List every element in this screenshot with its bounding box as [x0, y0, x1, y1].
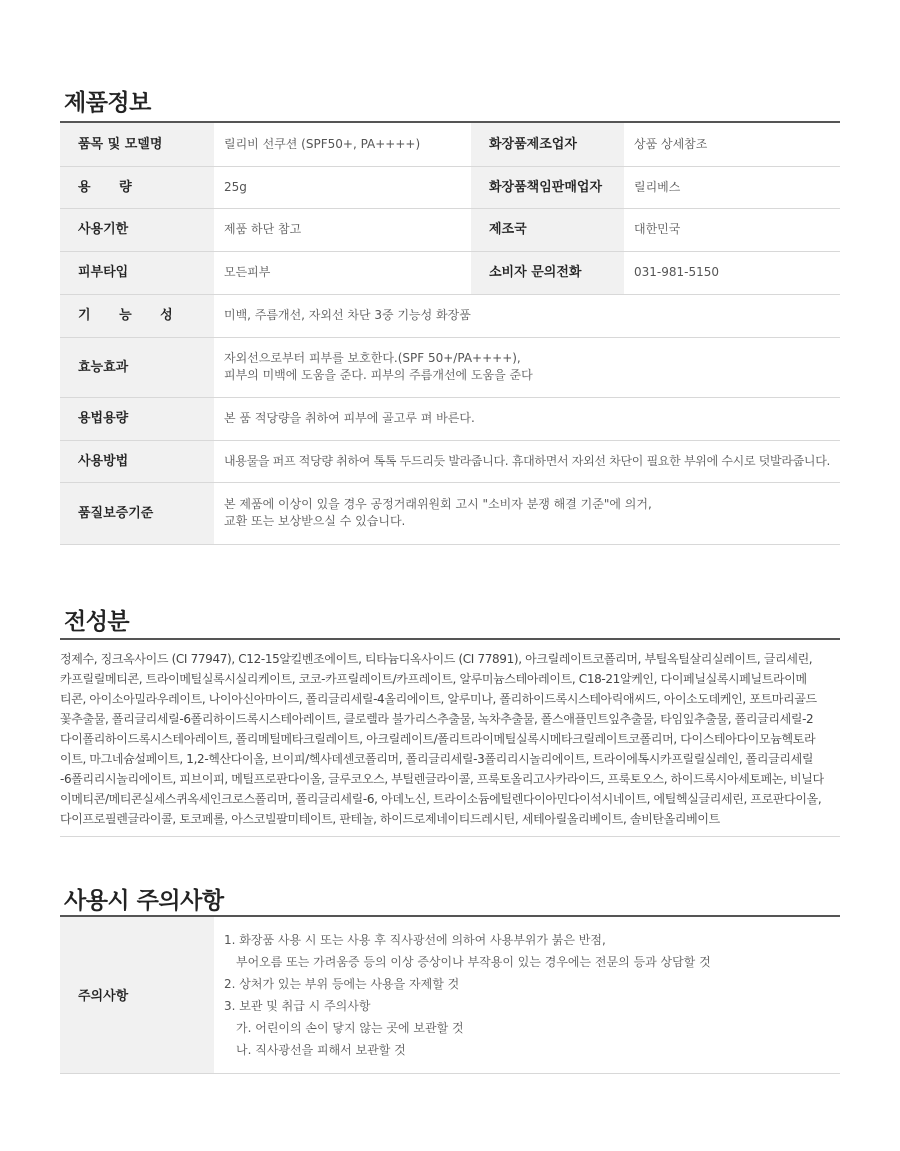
table-row [60, 208, 840, 251]
caution-line: 2. 상처가 있는 부위 등에는 사용을 자제할 것 [224, 976, 460, 991]
row-value: 모든피부 [214, 251, 471, 294]
ingredients-line: 정제수, 징크옥사이드 (CI 77947), C12-15알킬벤조에이트, 티타늄디옥사이드 (CI 77891), 아크릴레이트코폴리머, 부틸옥틸살리실레이트, 글리세린, [60, 652, 813, 666]
table-row [60, 337, 840, 397]
row-value: 내용물을 퍼프 적당량 취하여 톡톡 두드리듯 발라줍니다. 휴대하면서 자외선 차단이 필요한 부위에 수시로 덧발라줍니다. [214, 440, 840, 482]
caution-label: 주의사항 [60, 917, 214, 1073]
caution-title: 사용시 주의사항 [64, 888, 224, 914]
caution-line: 부어오름 또는 가려움증 등의 이상 증상이나 부작용이 있는 경우에는 전문의 등과 상담할 것 [236, 954, 711, 969]
ingredients-line: 꽃추출물, 폴리글리세릴-6폴리하이드록시스테아레이트, 클로렐라 불가리스추출물, 녹차추출물, 폴스애플민트잎추출물, 타임잎추출물, 폴리글리세릴-2 [60, 712, 814, 726]
row-label: 소비자 문의전화 [471, 251, 624, 294]
row-label: 화장품책임판매업자 [471, 166, 624, 208]
ingredients-line: -6폴리리시놀리에이트, 피브이피, 메틸프로판다이올, 글루코오스, 부틸렌글라이콜, 프룩토올리고사카라이드, 프룩토오스, 하이드록시아세토페논, 비닐다 [60, 772, 824, 786]
row-value: 릴리비 선쿠션 (SPF50+, PA++++) [214, 123, 471, 166]
caution-table [60, 917, 840, 1074]
ingredients-line: 다이프로필렌글라이콜, 토코페롤, 아스코빌팔미테이트, 판테놀, 하이드로제네이티드레시틴, 세테아릴올리베이트, 솔비탄올리베이트 [60, 812, 720, 826]
row-value: 25g [214, 166, 471, 208]
row-label-text: 기 능 성 [78, 308, 185, 323]
row-label: 용법용량 [60, 397, 214, 440]
caution-line: 나. 직사광선을 피해서 보관할 것 [236, 1042, 406, 1057]
row-label: 품목 및 모델명 [60, 123, 214, 166]
row-label: 제조국 [471, 208, 624, 251]
ingredients-divider [60, 836, 840, 837]
row-value: 릴리베스 [624, 166, 840, 208]
table-row [60, 440, 840, 482]
row-value: 제품 하단 참고 [214, 208, 471, 251]
row-label [60, 294, 214, 337]
product-info-title: 제품정보 [64, 90, 151, 116]
row-value [214, 482, 840, 544]
caution-line: 가. 어린이의 손이 닿지 않는 곳에 보관할 것 [236, 1020, 464, 1035]
table-row [60, 123, 840, 166]
table-row [60, 251, 840, 294]
ingredients-text [60, 649, 840, 829]
ingredients-line: 다이폴리하이드록시스테아레이트, 폴리메틸메타크릴레이트, 아크릴레이트/폴리트라이메틸실록시메타크릴레이트코폴리머, 다이스테아다이모늄헥토라 [60, 732, 816, 746]
row-label: 화장품제조업자 [471, 123, 624, 166]
caution-content [214, 917, 840, 1073]
row-label: 품질보증기준 [60, 482, 214, 544]
ingredients-line: 카프릴릴메티콘, 트라이메틸실록시실리케이트, 코코-카프릴레이트/카프레이트, 알루미늄스테아레이트, C18-21알케인, 다이페닐실록시페닐트라이메 [60, 672, 807, 686]
value-line: 본 제품에 이상이 있을 경우 공정거래위원회 고시 "소비자 분쟁 해결 기준"에 의거, [224, 497, 652, 511]
ingredients-line: 이메티콘/메티콘실세스퀴옥세인크로스폴리머, 폴리글리세릴-6, 아데노신, 트라이소듐에틸렌다이아민다이석시네이트, 에틸헥실글리세린, 프로판다이올, [60, 792, 822, 806]
row-value: 031-981-5150 [624, 251, 840, 294]
ingredients-line: 이트, 마그네슘설페이트, 1,2-헥산다이올, 브이피/헥사데센코폴리머, 폴리글리세릴-3폴리리시놀리에이트, 트라이에톡시카프릴릴실레인, 폴리글리세릴 [60, 752, 814, 766]
table-row [60, 482, 840, 544]
table-row [60, 397, 840, 440]
row-value: 대한민국 [624, 208, 840, 251]
value-line: 교환 또는 보상받으실 수 있습니다. [224, 514, 406, 528]
row-label [60, 166, 214, 208]
table-row [60, 166, 840, 208]
row-label: 피부타입 [60, 251, 214, 294]
ingredients-title: 전성분 [64, 609, 130, 635]
row-value: 본 품 적당량을 취하여 피부에 골고루 펴 바른다. [214, 397, 840, 440]
product-info-table [60, 123, 840, 545]
row-value: 미백, 주름개선, 자외선 차단 3중 기능성 화장품 [214, 294, 840, 337]
row-label-text: 용 량 [78, 179, 144, 195]
row-label: 사용방법 [60, 440, 214, 482]
table-row [60, 917, 840, 1073]
row-value [214, 337, 840, 397]
row-label: 효능효과 [60, 337, 214, 397]
ingredients-rule [60, 638, 840, 640]
row-label: 사용기한 [60, 208, 214, 251]
value-line: 피부의 미백에 도움을 준다. 피부의 주름개선에 도움을 준다 [224, 368, 533, 382]
value-line: 자외선으로부터 피부를 보호한다.(SPF 50+/PA++++), [224, 351, 521, 365]
table-row [60, 294, 840, 337]
ingredients-line: 티콘, 아이소아밀라우레이트, 나이아신아마이드, 폴리글리세릴-4올리에이트, 알루미나, 폴리하이드록시스테아릭애씨드, 아이소도데케인, 포트마리골드 [60, 692, 817, 706]
caution-line: 1. 화장품 사용 시 또는 사용 후 직사광선에 의하여 사용부위가 붉은 반점, [224, 932, 606, 947]
row-value: 상품 상세참조 [624, 123, 840, 166]
caution-line: 3. 보관 및 취급 시 주의사항 [224, 998, 371, 1013]
